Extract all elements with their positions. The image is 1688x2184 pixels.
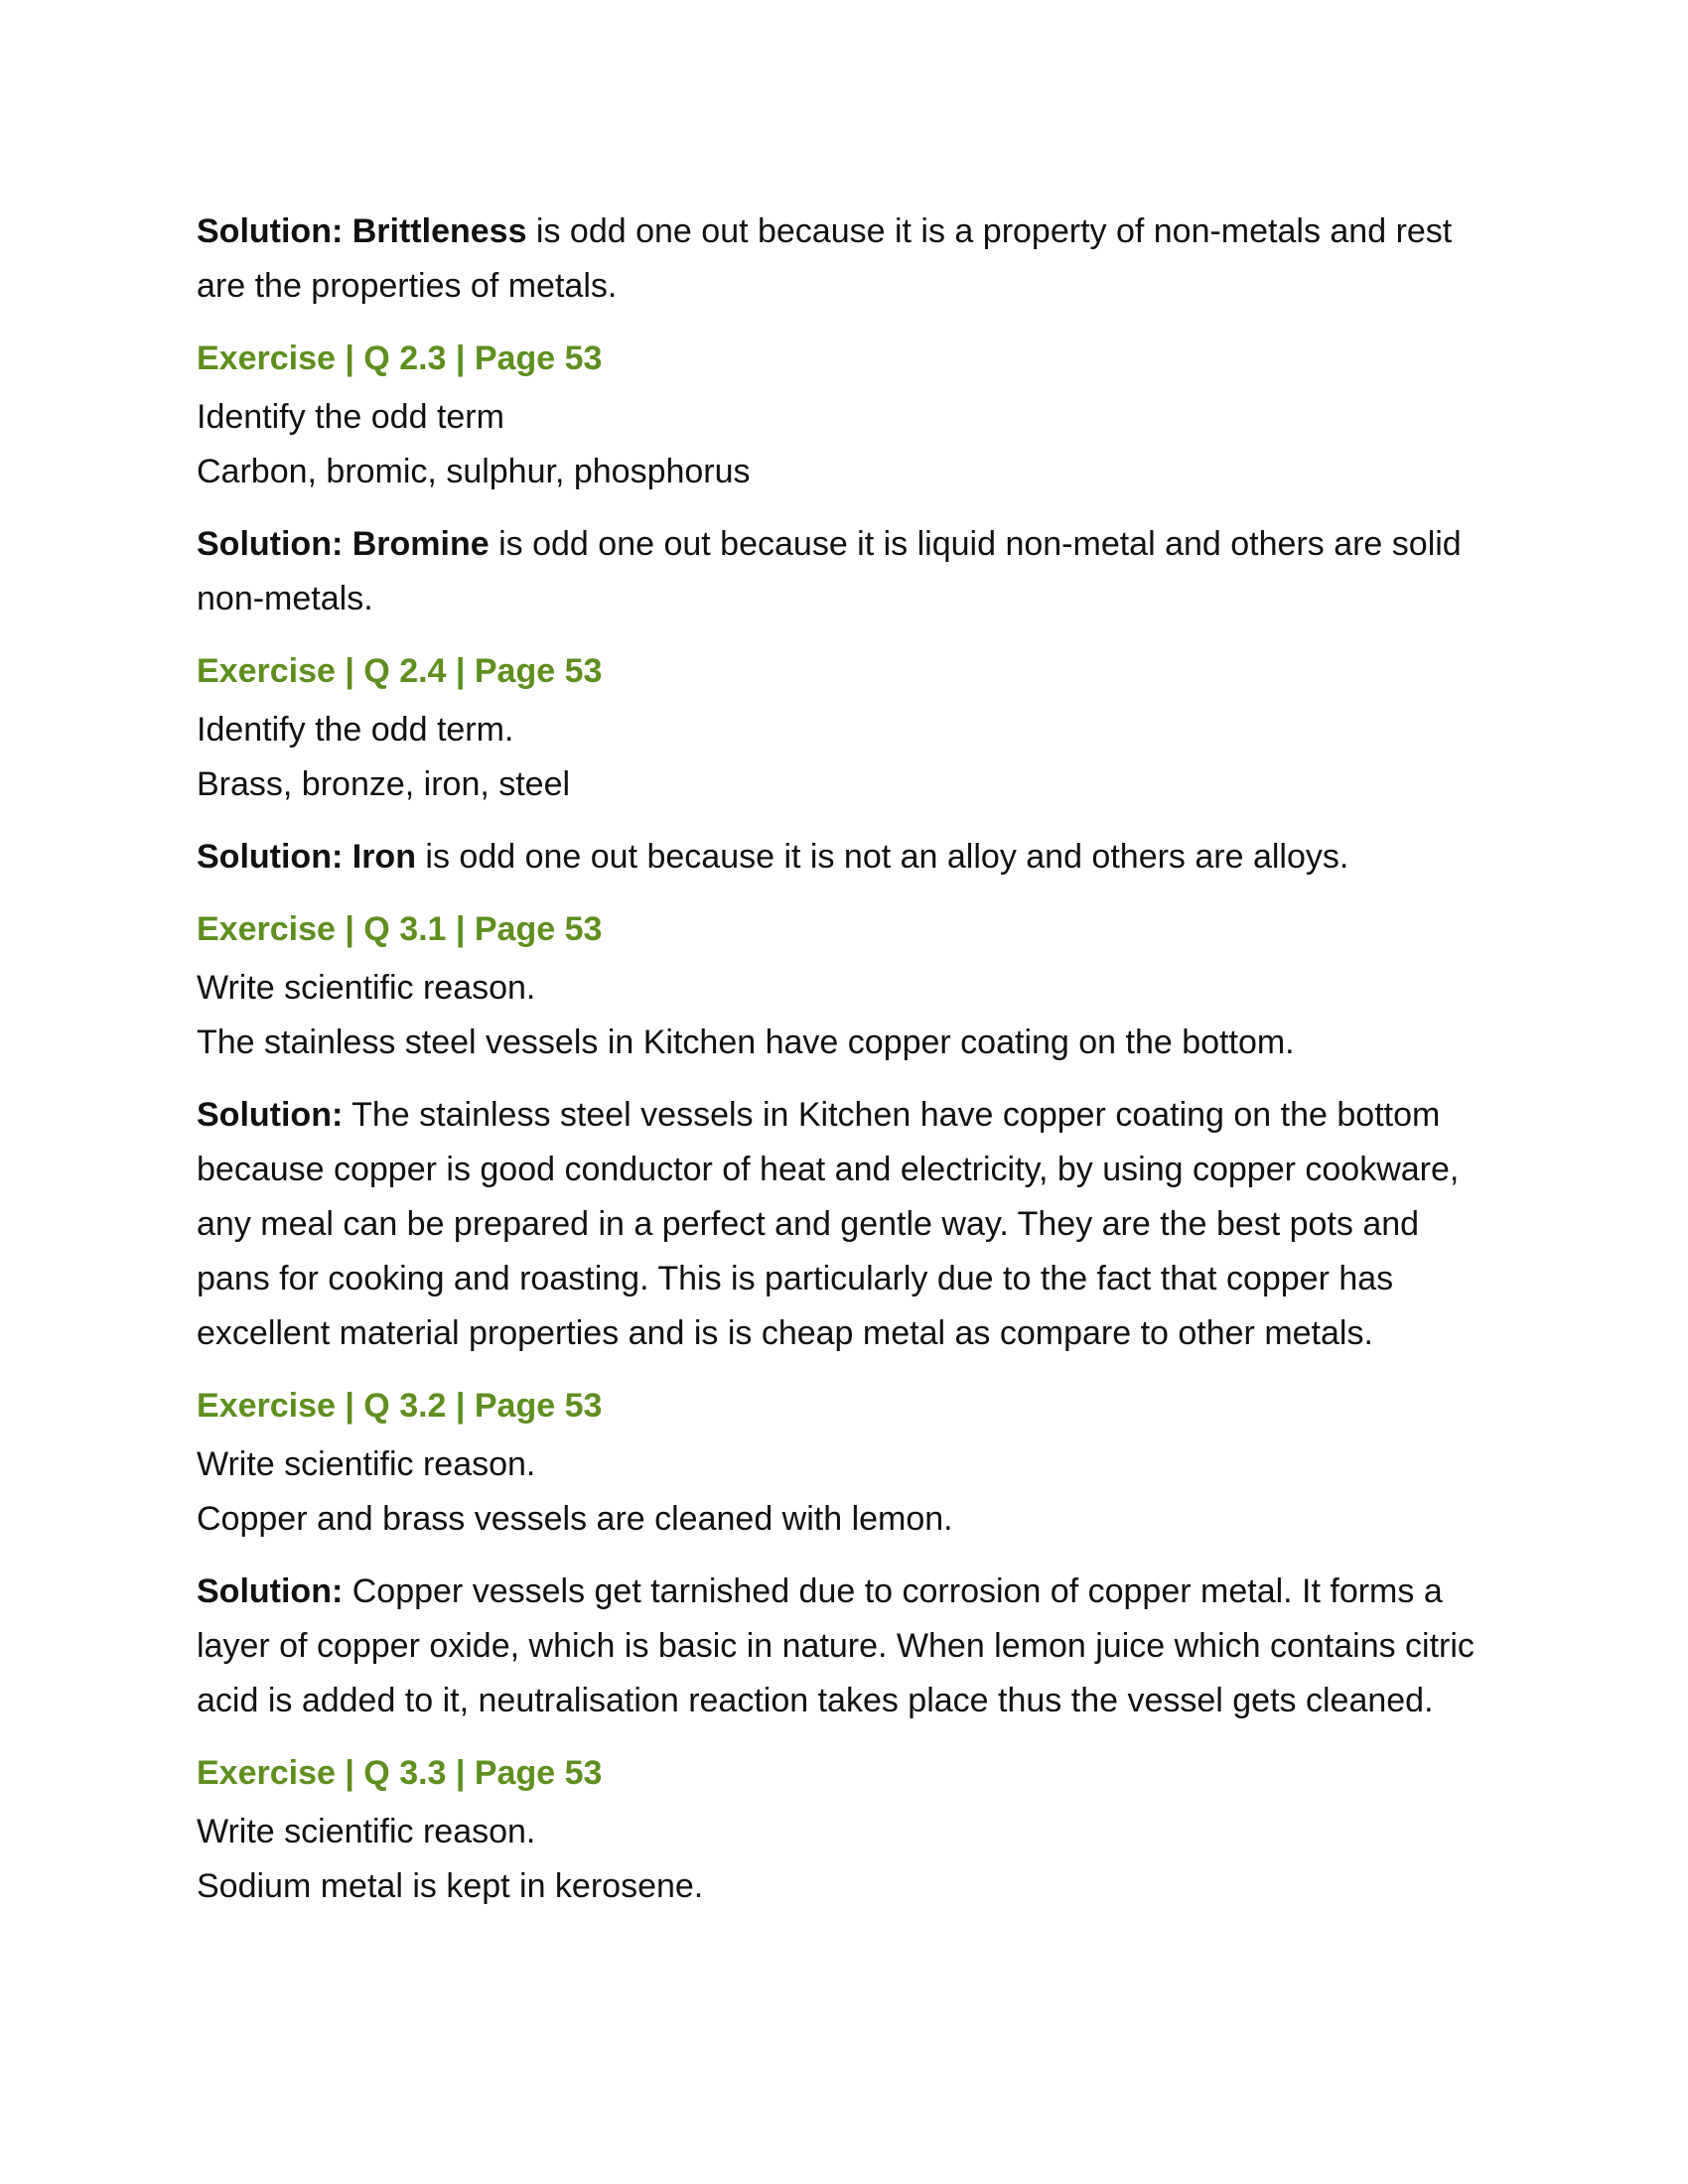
- document-page: [197, 205, 1487, 1914]
- question-statement: The stainless steel vessels in Kitchen have copper coating on the bottom.: [197, 1024, 1295, 1061]
- solution-label: Solution:: [197, 1096, 344, 1134]
- solution-label: Solution:: [197, 838, 344, 876]
- question-text: Write scientific reason.: [197, 1445, 536, 1483]
- exercise-heading: Exercise | Q 2.3 | Page 53: [197, 340, 603, 377]
- solution-paragraph: [197, 1565, 1487, 1728]
- exercise-heading: Exercise | Q 2.4 | Page 53: [197, 652, 603, 690]
- exercise-heading: Exercise | Q 3.2 | Page 53: [197, 1387, 603, 1425]
- solution-text: is odd one out because it is not an alloy and others are alloys.: [415, 838, 1349, 876]
- solution-keyword: Brittleness: [352, 212, 527, 250]
- solution-text: is odd one out because it is a property of non-metals and rest are the properties of metals.: [197, 212, 1453, 305]
- question-text: Write scientific reason.: [197, 969, 536, 1007]
- solution-keyword: Bromine: [352, 525, 490, 563]
- exercise-heading: Exercise | Q 3.1 | Page 53: [197, 910, 603, 948]
- solution-text: The stainless steel vessels in Kitchen have copper coating on the bottom because copper is good conductor of heat and electricity, by using copper cookware, any meal can be prepared in a perfect and gentle way. They are the best pots and pans for cooking and roasting. This is particularly due to the fact that copper has excellent material properties and is is cheap metal as compare to other metals.: [197, 1096, 1460, 1352]
- solution-label: Solution:: [197, 525, 344, 563]
- solution-keyword: Iron: [352, 838, 416, 876]
- solution-label: Solution:: [197, 1572, 344, 1610]
- question-text: Write scientific reason.: [197, 1813, 536, 1850]
- solution-paragraph: [197, 830, 1487, 885]
- solution-text: is odd one out because it is liquid non-metal and others are solid non-metals.: [197, 525, 1462, 617]
- exercise-heading: Exercise | Q 3.3 | Page 53: [197, 1754, 603, 1792]
- solution-text: Copper vessels get tarnished due to corrosion of copper metal. It forms a layer of copper oxide, which is basic in nature. When lemon juice which contains citric acid is added to it, neutralisation reaction takes place thus the vessel gets cleaned.: [197, 1572, 1475, 1719]
- question-options: Brass, bronze, iron, steel: [197, 765, 571, 803]
- question-text: Identify the odd term: [197, 398, 504, 436]
- question-text: Identify the odd term.: [197, 711, 514, 749]
- solution-label: Solution:: [197, 212, 344, 250]
- question-options: Carbon, bromic, sulphur, phosphorus: [197, 453, 751, 490]
- solution-paragraph: [197, 205, 1487, 314]
- question-statement: Sodium metal is kept in kerosene.: [197, 1867, 704, 1905]
- solution-paragraph: [197, 1088, 1487, 1361]
- question-statement: Copper and brass vessels are cleaned with lemon.: [197, 1500, 953, 1538]
- solution-paragraph: [197, 517, 1487, 626]
